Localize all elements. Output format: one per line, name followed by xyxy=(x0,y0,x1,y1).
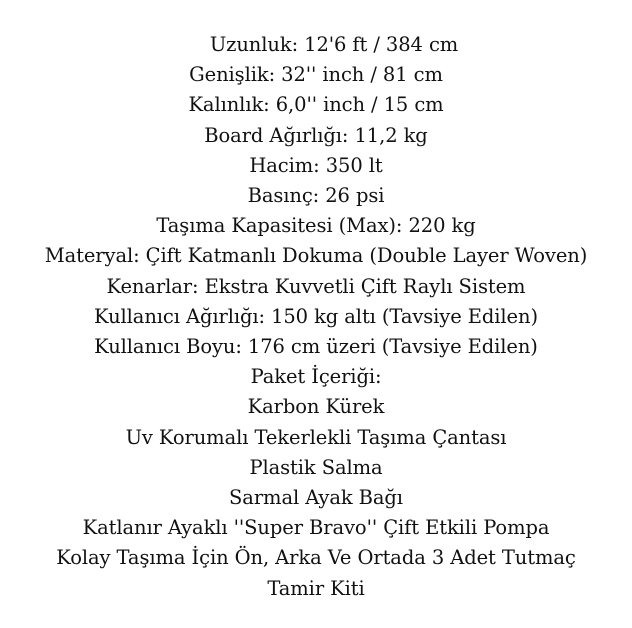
spec-width: Genişlik: 32'' inch / 81 cm xyxy=(189,63,443,87)
spec-pressure: Basınç: 26 psi xyxy=(247,184,385,208)
spec-board-weight: Board Ağırlığı: 11,2 kg xyxy=(204,123,428,147)
spec-user-height: Kullanıcı Boyu: 176 cm üzeri (Tavsiye Edilen) xyxy=(94,335,538,359)
package-item-bag: Uv Korumalı Tekerlekli Taşıma Çantası xyxy=(125,425,507,449)
package-item-repair-kit: Tamir Kiti xyxy=(267,576,365,600)
package-item-handles: Kolay Taşıma İçin Ön, Arka Ve Ortada 3 Adet Tutmaç xyxy=(56,546,576,570)
package-item-leash: Sarmal Ayak Bağı xyxy=(229,486,403,510)
spec-material: Materyal: Çift Katmanlı Dokuma (Double Layer Woven) xyxy=(44,244,588,268)
package-item-fin: Plastik Salma xyxy=(249,455,383,479)
spec-volume: Hacim: 350 lt xyxy=(249,153,383,177)
spec-user-weight: Kullanıcı Ağırlığı: 150 kg altı (Tavsiye Edilen) xyxy=(94,304,538,328)
package-contents-heading: Paket İçeriği: xyxy=(250,365,382,389)
spec-thickness: Kalınlık: 6,0'' inch / 15 cm xyxy=(188,93,444,117)
package-item-pump: Katlanır Ayaklı ''Super Bravo'' Çift Etkili Pompa xyxy=(82,516,550,540)
spec-capacity: Taşıma Kapasitesi (Max): 220 kg xyxy=(156,214,476,238)
spec-length: Uzunluk: 12'6 ft / 384 cm xyxy=(209,33,459,56)
spec-rails: Kenarlar: Ekstra Kuvvetli Çift Raylı Sistem xyxy=(106,274,526,298)
package-item-paddle: Karbon Kürek xyxy=(247,395,385,419)
